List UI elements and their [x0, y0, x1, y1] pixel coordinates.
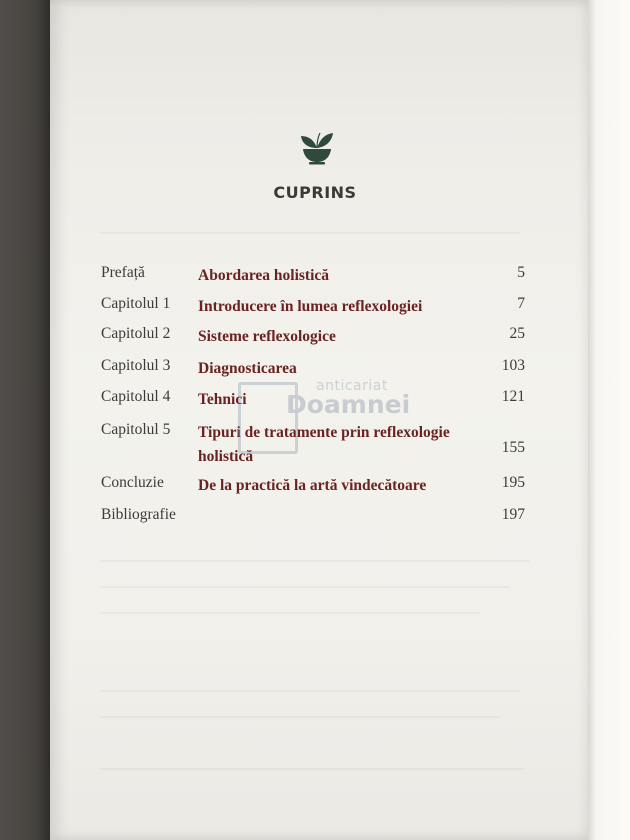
entry-title: Tehnici: [198, 391, 247, 408]
entry-label: Bibliografie: [101, 506, 176, 523]
page-title: CUPRINS: [273, 183, 357, 202]
entry-label: Capitolul 3: [101, 357, 171, 374]
entry-page: 103: [501, 357, 525, 374]
entry-page: 25: [509, 325, 525, 342]
watermark-brand-text: Doamnei: [286, 390, 411, 419]
entry-page: 155: [501, 439, 525, 456]
entry-title: Diagnosticarea: [198, 360, 297, 377]
entry-title: Tipuri de tratamente prin reflexologie: [198, 424, 450, 441]
entry-label: Prefață: [101, 264, 145, 281]
entry-title: Abordarea holistică: [198, 267, 330, 284]
entry-label: Capitolul 2: [101, 325, 171, 342]
entry-page: 7: [517, 295, 525, 312]
entry-page: 121: [501, 388, 525, 405]
entry-title: Sisteme reflexologice: [198, 328, 336, 345]
watermark: [238, 378, 411, 458]
entry-label: Capitolul 4: [101, 388, 171, 405]
entry-label: Capitolul 5: [101, 421, 171, 438]
entry-page: 195: [501, 474, 525, 491]
entry-page: 197: [501, 506, 525, 523]
entry-label: Capitolul 1: [101, 295, 171, 312]
entry-title-line2: holistică: [198, 448, 254, 465]
entry-title: De la practică la artă vindecătoare: [198, 477, 427, 494]
entry-page: 5: [517, 264, 525, 281]
watermark-small-text: anticariat: [316, 378, 388, 394]
entry-label: Concluzie: [101, 474, 164, 491]
entry-title: Introducere în lumea reflexologiei: [198, 298, 423, 315]
